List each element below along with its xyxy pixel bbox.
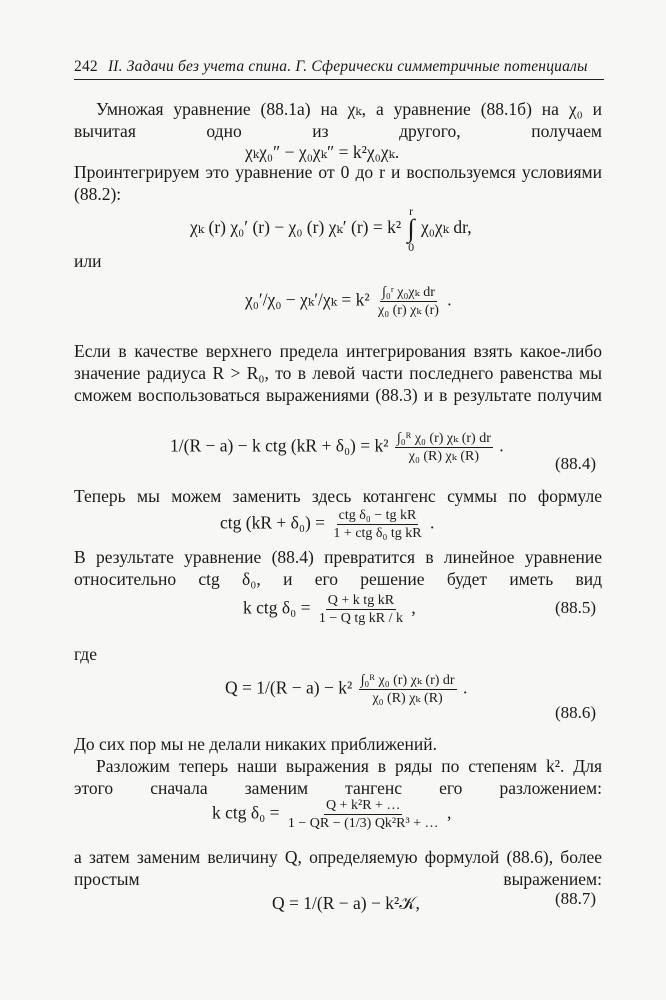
- equation-8-numerator: Q + k²R + …: [325, 798, 401, 813]
- equation-3-lhs: χ₀′/χ₀ − χₖ′/χₖ = k²: [245, 289, 370, 310]
- equation-2-rhs: χ₀χₖ dr,: [421, 217, 472, 238]
- paragraph-3: или: [74, 251, 102, 271]
- equation-8-lhs: k ctg δ₀ =: [212, 802, 280, 823]
- paragraph-5: Теперь мы можем заменить здесь котангенс суммы по формуле: [74, 486, 602, 506]
- equation-6-denominator: 1 − Q tg kR / k: [318, 611, 403, 626]
- equation-8-denominator: 1 − QR − (1/3) Qk²R³ + …: [287, 816, 439, 831]
- equation-8: k ctg δ₀ = $\frac{\text{Q + k²R + …}}{\text{1 − QR − (1/3) Qk²R³ + …}}$ ,: [212, 798, 452, 831]
- equation-5-numerator: ctg δ₀ − tg kR: [338, 508, 417, 523]
- equation-7-fraction: [359, 672, 457, 707]
- equation-2-lhs: χₖ (r) χ₀′ (r) − χ₀ (r) χₖ′ (r) = k²: [190, 217, 402, 238]
- equation-6: k ctg δ₀ = $\frac{\text{Q + k tg kR}}{\text{1 − Q tg kR / k}}$ ,: [243, 593, 416, 626]
- equation-4-fraction: [395, 430, 493, 465]
- equation-7-denominator: χ₀ (R) χₖ (R): [372, 691, 443, 706]
- integral-upper-limit: r: [409, 204, 414, 218]
- paragraph-1: Умножая уравнение (88.1а) на χₖ, а уравнение (88.1б) на χ₀ и вычитая одно из другого, получаем: [74, 99, 602, 141]
- equation-6-numerator: Q + k tg kR: [327, 593, 395, 608]
- equation-7: Q = 1/(R − a) − k² $\frac{\text{∫₀ᴿ χ₀ (r) χₖ (r) dr}}{\text{χ₀ (R) χₖ (R)}}$ .: [225, 673, 468, 706]
- running-header: [74, 58, 604, 80]
- integral-lower-limit: 0: [408, 240, 415, 254]
- equation-6-lhs: k ctg δ₀ =: [243, 597, 311, 618]
- equation-5-fraction: [331, 507, 423, 542]
- paragraph-8: До сих пор мы не делали никаких приближений.: [74, 734, 437, 754]
- paragraph-7: где: [74, 644, 97, 664]
- equation-4-number: (88.4): [555, 454, 597, 473]
- paragraph-9: Разложим теперь наши выражения в ряды по степеням k². Для этого сначала заменим тангенс его разложением:: [74, 756, 602, 798]
- equation-4: 1/(R − a) − k ctg (kR + δ₀) = k² $\frac{\text{∫₀ᴿ χ₀ (r) χₖ (r) dr}}{\text{χ₀ (R) χₖ (R)}}$ .: [170, 431, 504, 464]
- paragraph-2: Проинтегрируем это уравнение от 0 до r и воспользуемся условиями (88.2):: [74, 162, 602, 204]
- equation-6-number: (88.5): [555, 598, 597, 617]
- equation-5: ctg (kR + δ₀) = $\frac{\text{ctg δ₀ − tg kR}}{\text{1 + ctg δ₀ tg kR}}$ .: [220, 508, 435, 541]
- equation-3-denominator: χ₀ (r) χₖ (r): [378, 303, 439, 318]
- equation-4-lhs: 1/(R − a) − k ctg (kR + δ₀) = k²: [170, 435, 389, 456]
- integral-sign: r ∫ 0: [407, 204, 415, 254]
- equation-7-lhs: Q = 1/(R − a) − k²: [225, 677, 353, 698]
- equation-5-lhs: ctg (kR + δ₀) =: [220, 512, 326, 533]
- equation-6-fraction: [317, 592, 405, 627]
- equation-3: χ₀′/χ₀ − χₖ′/χₖ = k² $\frac{\text{∫₀ʳ χ₀χₖ dr}}{\text{χ₀ (r) χₖ (r)}}$ .: [245, 285, 452, 318]
- equation-4-numerator: ∫₀ᴿ χ₀ (r) χₖ (r) dr: [396, 431, 491, 446]
- equation-8-fraction: [286, 797, 441, 832]
- equation-4-denominator: χ₀ (R) χₖ (R): [408, 449, 479, 464]
- equation-9: Q = 1/(R − a) − k²𝒦,: [272, 893, 420, 913]
- equation-7-numerator: ∫₀ᴿ χ₀ (r) χₖ (r) dr: [360, 673, 455, 688]
- running-title: II. Задачи без учета спина. Г. Сферически симметричные потенциалы: [107, 58, 588, 75]
- equation-3-fraction: [376, 284, 441, 319]
- paragraph-10: а затем заменим величину Q, определяемую формулой (88.6), более простым выражением:: [74, 847, 602, 889]
- page-number: 242: [74, 58, 98, 75]
- equation-9-number: (88.7): [555, 889, 597, 908]
- equation-5-denominator: 1 + ctg δ₀ tg kR: [333, 526, 422, 541]
- equation-3-numerator: ∫₀ʳ χ₀χₖ dr: [382, 285, 435, 300]
- equation-1: χₖχ₀″ − χ₀χₖ″ = k²χ₀χₖ.: [245, 142, 400, 162]
- equation-7-number: (88.6): [555, 703, 597, 722]
- paragraph-6: В результате уравнение (88.4) превратится в линейное уравнение относительно ctg δ₀, и его решение будет иметь вид: [74, 547, 602, 589]
- paragraph-4: Если в качестве верхнего предела интегрирования взять какое-либо значение радиуса R > R₀, то в левой части последнего равенства мы сможем воспользоваться выражениями (88.3) и в результате получим: [74, 341, 602, 405]
- equation-2: [190, 205, 472, 253]
